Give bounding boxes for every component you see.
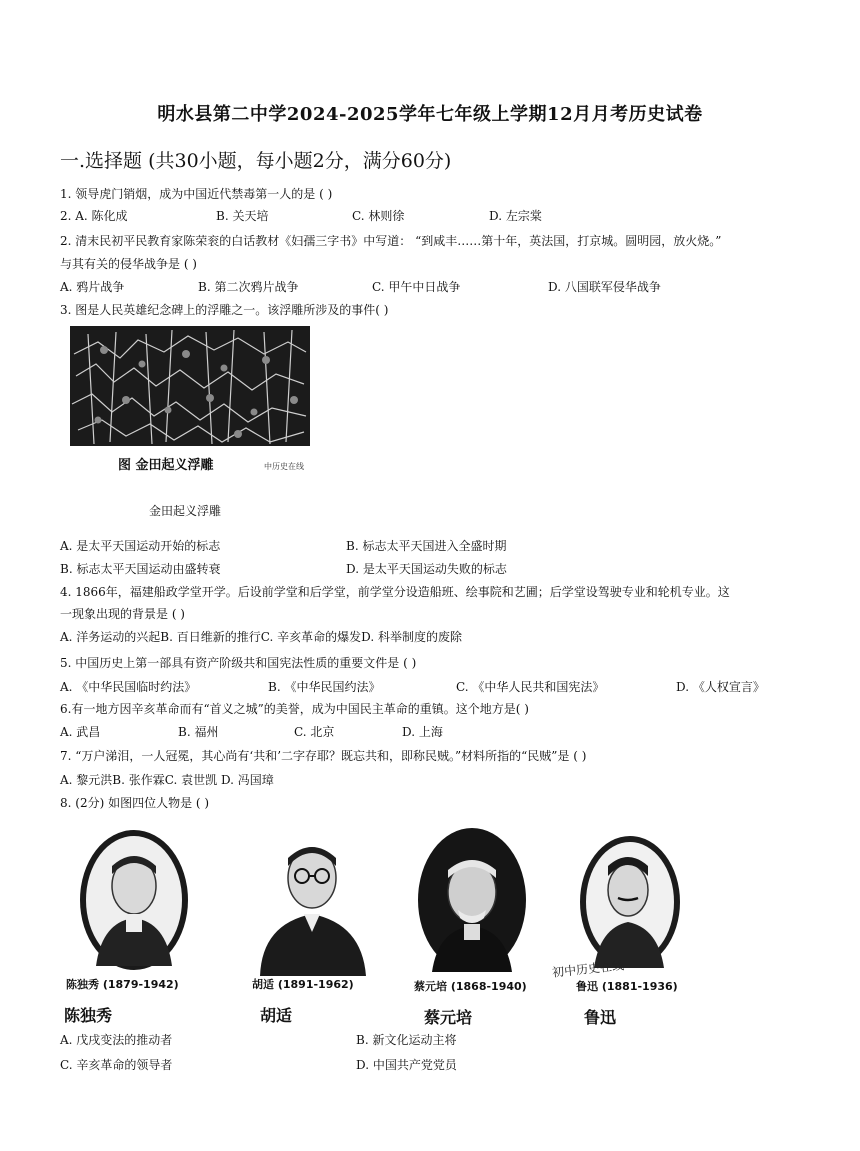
q6-option-d: D. 上海	[402, 725, 443, 739]
portrait-label: 鲁迅 (1881-1936)	[576, 980, 678, 993]
q8-option-b: B. 新文化运动主将	[356, 1033, 457, 1047]
q1-option-c: C. 林则徐	[352, 209, 405, 223]
q3-option-c: B. 标志太平天国运动由盛转衰	[60, 562, 221, 576]
q3-option-a: A. 是太平天国运动开始的标志	[60, 539, 221, 553]
q5-option-c: C. 《中华人民共和国宪法》	[456, 680, 605, 694]
q8-stem: 8. (2分) 如图四位人物是 ( )	[60, 796, 210, 810]
portrait-cai-yuanpei	[414, 826, 532, 1027]
q2-option-c: C. 甲午中日战争	[372, 280, 461, 294]
q3-option-b: B. 标志太平天国进入全盛时期	[346, 539, 507, 553]
q5-option-b: B. 《中华民国约法》	[268, 680, 381, 694]
q6-option-b: B. 福州	[178, 725, 219, 739]
q2-stem-line1: 2. 清末民初平民教育家陈荣衮的白话教材《妇孺三字书》中写道： “到咸丰……第十年，英法国，打京城。圆明园，放火烧。”	[60, 234, 722, 248]
portrait-name: 胡适	[260, 1006, 293, 1025]
q2-option-b: B. 第二次鸦片战争	[198, 280, 299, 294]
portrait-name: 陈独秀	[64, 1006, 113, 1025]
q5-stem: 5. 中国历史上第一部具有资产阶级共和国宪法性质的重要文件是 ( )	[60, 656, 417, 670]
q1-option-d: D. 左宗棠	[489, 209, 542, 223]
q2-option-d: D. 八国联军侵华战争	[548, 280, 661, 294]
q6-option-a: A. 武昌	[60, 725, 101, 739]
q1-option-b: B. 关天培	[216, 209, 269, 223]
q5-option-d: D. 《人权宣言》	[676, 680, 765, 694]
portrait-name: 蔡元培	[424, 1008, 473, 1027]
figure-label: 图 金田起义浮雕	[118, 458, 214, 473]
q1-stem: 1. 领导虎门销烟，成为中国近代禁毒第一人的是 ( )	[60, 187, 333, 201]
relief-image	[68, 324, 312, 476]
jintian-relief-figure	[68, 324, 312, 476]
q7-stem: 7. “万户涕泪，一人冠冕，其心尚有‘共和’二字存耶？既忘共和，即称民贼。”材料所指的“民贼”是 ( )	[60, 749, 587, 763]
q8-option-a: A. 戊戌变法的推动者	[60, 1033, 173, 1047]
portrait-hu-shi	[252, 828, 376, 1025]
q6-stem: 6.有一地方因辛亥革命而有“首义之城”的美誉，成为中国民主革命的重镇。这个地方是( )	[60, 702, 529, 716]
portrait-label: 蔡元培 (1868-1940)	[414, 980, 527, 993]
watermark: 初中历史在线	[551, 958, 625, 980]
q3-caption: 金田起义浮雕	[149, 504, 222, 518]
q4-stem-line1: 4. 1866年，福建船政学堂开学。后设前学堂和后学堂，前学堂分设造船班、绘事院和艺圃；后学堂设驾驶专业和轮机专业。这	[60, 585, 730, 599]
q5-option-a: A. 《中华民国临时约法》	[60, 680, 197, 694]
portrait-name: 鲁迅	[584, 1008, 617, 1027]
exam-title: 明水县第二中学2024-2025学年七年级上学期12月月考历史试卷	[157, 104, 703, 125]
portrait-lu-xun	[551, 834, 690, 1027]
section-heading: 一.选择题 (共30小题，每小题2分，满分60分)	[60, 150, 452, 172]
q3-stem: 3. 图是人民英雄纪念碑上的浮雕之一。该浮雕所涉及的事件( )	[60, 303, 389, 317]
q8-option-c: C. 辛亥革命的领导者	[60, 1058, 173, 1072]
q4-stem-line2: 一现象出现的背景是 ( )	[60, 607, 185, 621]
q6-option-c: C. 北京	[294, 725, 335, 739]
q1-option-a: 2. A. 陈化成	[60, 209, 128, 223]
q7-options: A. 黎元洪B. 张作霖C. 袁世凯 D. 冯国璋	[60, 773, 274, 787]
q3-option-d: D. 是太平天国运动失败的标志	[346, 562, 507, 576]
q8-option-d: D. 中国共产党党员	[356, 1058, 457, 1072]
q2-option-a: A. 鸦片战争	[60, 280, 125, 294]
q2-stem-line2: 与其有关的侵华战争是 ( )	[60, 257, 197, 271]
portrait-chen-duxiu	[64, 826, 196, 1025]
portrait-label: 胡适 (1891-1962)	[252, 978, 354, 991]
figure-watermark: 中历史在线	[264, 462, 304, 471]
q4-options: A. 洋务运动的兴起B. 百日维新的推行C. 辛亥革命的爆发D. 科举制度的废除	[60, 630, 462, 644]
portrait-label: 陈独秀 (1879-1942)	[66, 978, 179, 991]
